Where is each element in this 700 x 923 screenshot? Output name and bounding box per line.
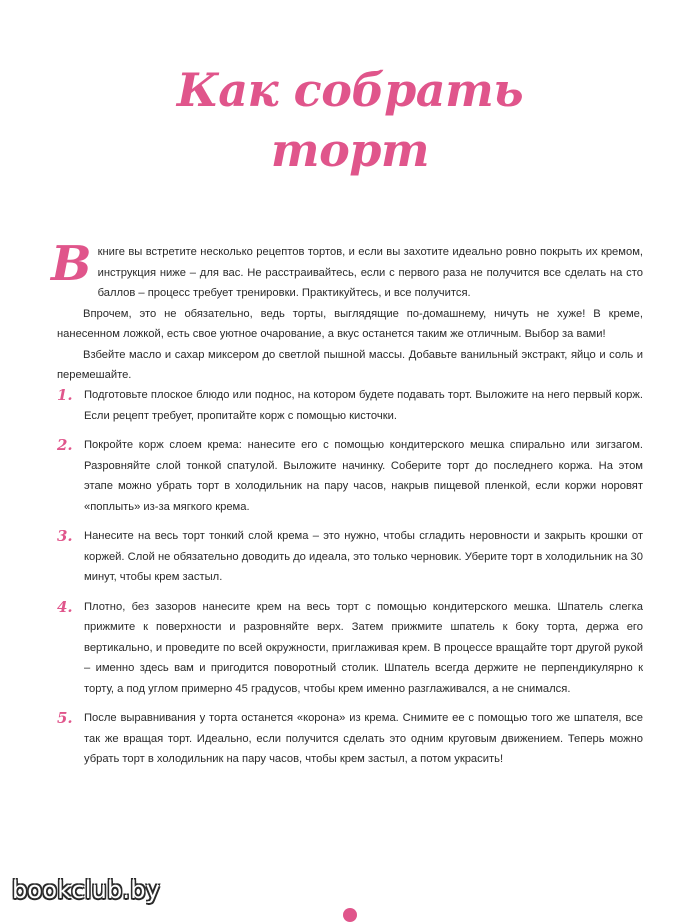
page-title (0, 60, 700, 180)
step-number: 1. (57, 386, 73, 404)
drop-cap: В (51, 236, 92, 292)
step-number: 5. (57, 709, 73, 727)
step-item (57, 597, 643, 700)
intro-paragraph-1-text: книге вы встретите несколько рецептов тортов, и если вы захотите идеально ровно покрыть их кремом, инструкция ниже – для вас. Не расстраивайтесь, если с первого раза не получится все сделать на сто баллов – процесс требует тренировки. Практикуйтесь, и все получится. (97, 246, 643, 299)
title-line-1: Как собрать (176, 63, 524, 117)
step-item (57, 526, 643, 588)
step-text: Покройте корж слоем крема: нанесите его с помощью кондитерского мешка спирально или зигзагом. Разровняйте слой тонкой спатулой. Выложите начинку. Соберите торт до последнего коржа. На этом этапе можно убрать торт в холодильник на пару часов, накрыв пищевой пленкой, если коржи норовят «поплыть» из-за мягкого крема. (84, 439, 643, 513)
intro-paragraph-1 (51, 236, 643, 304)
step-text: Подготовьте плоское блюдо или поднос, на котором будете подавать торт. Выложите на него первый корж. Если рецепт требует, пропитайте корж с помощью кисточки. (84, 389, 643, 422)
title-line-2: торт (270, 123, 430, 177)
step-number: 2. (57, 436, 73, 454)
step-item (57, 385, 643, 426)
step-item (57, 435, 643, 517)
step-text: Нанесите на весь торт тонкий слой крема – это нужно, чтобы сгладить неровности и закрыть крошки от коржей. Слой не обязательно доводить до идеала, это только черновик. Уберите торт в холодильник на 30 минут, чтобы крем застыл. (84, 530, 643, 583)
step-number: 3. (57, 527, 73, 545)
watermark: bookclub.by (12, 876, 161, 904)
intro-text (51, 236, 643, 386)
intro-paragraph-3: Взбейте масло и сахар миксером до светлой пышной массы. Добавьте ванильный экстракт, яйцо и соль и перемешайте. (57, 348, 643, 381)
step-text: Плотно, без зазоров нанесите крем на весь торт с помощью кондитерского мешка. Шпатель слегка прижмите к поверхности и разровняйте верх. Затем прижмите шпатель к боку торта, держа его вертикально, и проведите по всей окружности, приглаживая крем. В процессе вращайте торт другой рукой – именно здесь вам и пригодится поворотный столик. Шпатель всегда держите не перпендикулярно к торту, а под углом примерно 45 градусов, чтобы крем именно разглаживался, а не снимался. (84, 600, 643, 695)
steps-list (57, 385, 643, 779)
page-number-marker (343, 908, 357, 922)
step-number: 4. (57, 597, 73, 616)
intro-paragraph-2: Впрочем, это не обязательно, ведь торты, выглядящие по-домашнему, ничуть не хуже! В креме, нанесенном ложкой, есть свое уютное очарование, а вкус останется таким же отличным. Выбор за вами! (57, 307, 643, 340)
step-text: После выравнивания у торта останется «корона» из крема. Снимите ее с помощью того же шпателя, все так же вращая торт. Идеально, если получится сделать это одним круговым движением. Теперь можно убрать торт в холодильник на пару часов, чтобы крем застыл, а потом украсить! (84, 712, 643, 765)
step-item (57, 708, 643, 770)
